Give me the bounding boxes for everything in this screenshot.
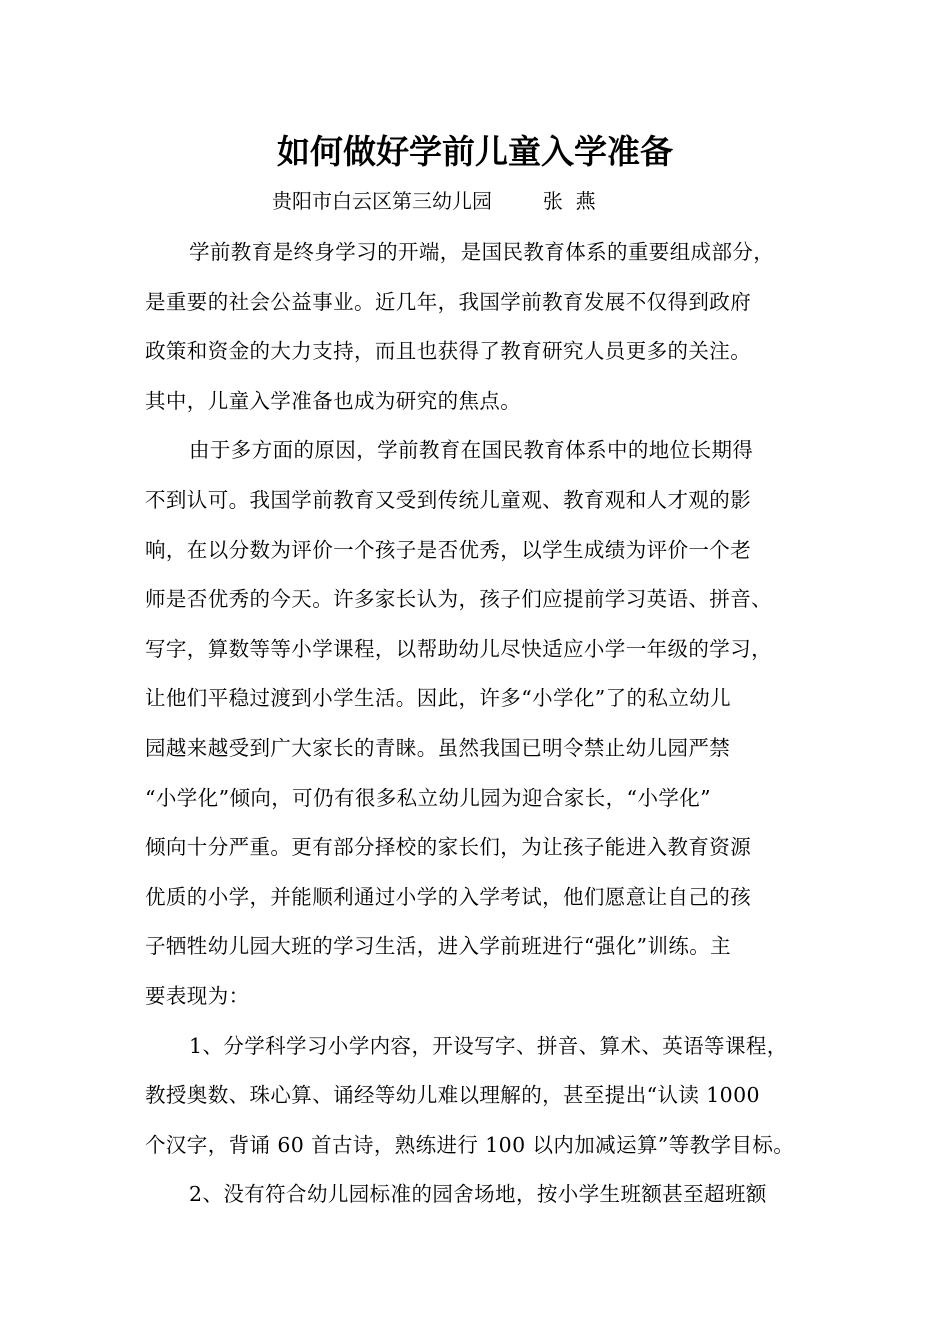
text-line: 要表现为： (145, 983, 250, 1008)
text-line: 优质的小学，并能顺利通过小学的入学考试，他们愿意让自己的孩 (145, 884, 752, 909)
document-title: 如何做好学前儿童入学准备 (277, 132, 673, 171)
text-line: 写字，算数等等小学课程，以帮助幼儿尽快适应小学一年级的学习， (145, 636, 772, 661)
text-line: 政策和资金的大力支持，而且也获得了教育研究人员更多的关注。 (145, 339, 752, 364)
text-line: 不到认可。我国学前教育又受到传统儿童观、教育观和人才观的影 (145, 487, 752, 512)
text-line: 师是否优秀的今天。许多家长认为，孩子们应提前学习英语、拼音、 (145, 587, 772, 612)
text-line: 1、分学科学习小学内容，开设写字、拼音、算术、英语等课程， (189, 1033, 788, 1058)
text-line: 倾向十分严重。更有部分择校的家长们，为让孩子能进入教育资源 (145, 835, 752, 860)
text-line: 个汉字，背诵 60 首古诗，熟练进行 100 以内加减运算”等教学目标。 (145, 1132, 795, 1157)
text-line: “小学化”倾向，可仍有很多私立幼儿园为迎合家长，“小学化” (145, 785, 712, 810)
text-line: 学前教育是终身学习的开端，是国民教育体系的重要组成部分， (189, 240, 775, 264)
body-text (145, 228, 820, 1220)
text-line: 让他们平稳过渡到小学生活。因此，许多“小学化”了的私立幼儿 (145, 686, 732, 711)
text-line: 教授奥数、珠心算、诵经等幼儿难以理解的，甚至提出“认读 1000 (145, 1083, 760, 1108)
text-line: 2、没有符合幼儿园标准的园舍场地，按小学生班额甚至超班额 (189, 1182, 767, 1207)
text-line: 由于多方面的原因，学前教育在国民教育体系中的地位长期得 (189, 438, 754, 463)
text-line: 响，在以分数为评价一个孩子是否优秀，以学生成绩为评价一个老 (145, 537, 752, 562)
text-line: 子牺牲幼儿园大班的学习生活，进入学前班进行“强化”训练。主 (145, 934, 732, 959)
text-line: 其中，儿童入学准备也成为研究的焦点。 (145, 388, 522, 413)
author-byline: 贵阳市白云区第三幼儿园 张 燕 (272, 189, 596, 213)
text-line: 是重要的社会公益事业。近几年，我国学前教育发展不仅得到政府 (145, 289, 752, 314)
text-line: 园越来越受到广大家长的青睐。虽然我国已明令禁止幼儿园严禁 (145, 735, 731, 760)
